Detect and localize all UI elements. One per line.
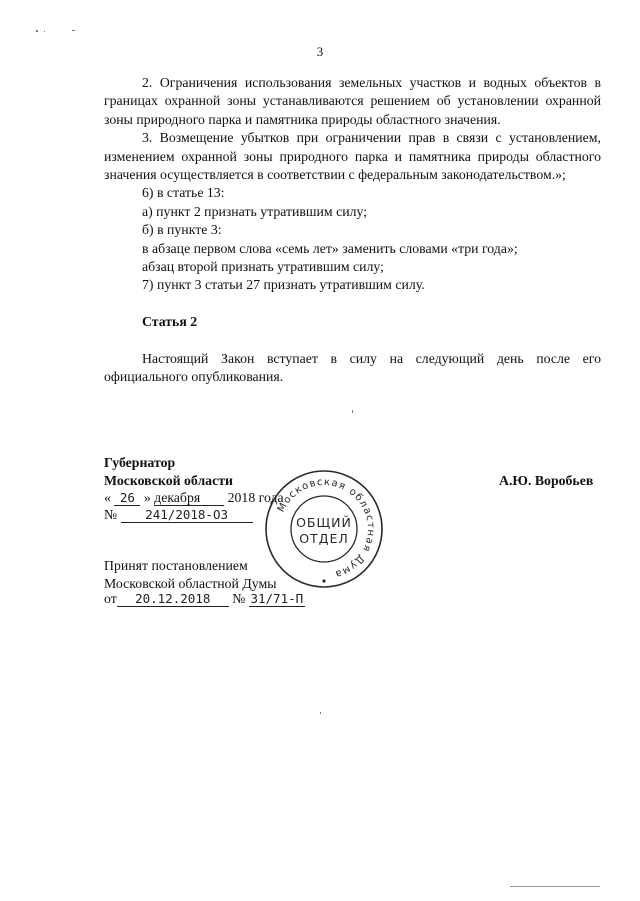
scan-speck [352, 410, 353, 413]
paragraph-restrictions: 2. Ограничения использования земельных участков и водных объектов в границах охранной зоны устанавливаются решением об установлении охранной зоны природного парка и памятника природы областного значения. [104, 75, 601, 127]
governor-title-line2: Московской области [104, 473, 233, 488]
adoption-number-label: № [232, 591, 246, 606]
amendment-item-7: 7) пункт 3 статьи 27 признать утратившим силу. [142, 277, 425, 293]
adoption-date-label: от [104, 591, 117, 606]
paragraph-compensation: 3. Возмещение убытков при ограничении прав в связи с установлением, изменением охранной зоны природного парка и памятника природы областного значения осуществляется в соответствии с федеральным законодательством.»; [104, 130, 601, 183]
adoption-line2: Московской областной Думы [104, 576, 277, 591]
date-month: декабря [154, 490, 224, 506]
amendment-first-paragraph: в абзаце первом слова «семь лет» заменить словами «три года»; [142, 240, 518, 256]
governor-name: А.Ю. Воробьев [499, 473, 594, 488]
scan-speck [36, 30, 38, 32]
date-quote-open: « [104, 490, 111, 505]
office-stamp [262, 467, 386, 591]
adoption-line1: Принят постановлением [104, 558, 248, 573]
adoption-number-value: 31/71-П [250, 591, 304, 606]
article-2-heading: Статья 2 [142, 314, 198, 330]
date-day: 26 [114, 490, 140, 506]
stamp-center-line2: ОТДЕЛ [299, 531, 349, 546]
date-quote-close: » [143, 490, 151, 505]
scan-speck [72, 30, 75, 31]
stamp-dot [322, 579, 325, 582]
article-2-text: Настоящий Закон вступает в силу на следующий день после его официального опубликования. [104, 351, 601, 385]
scan-edge-line [510, 886, 600, 887]
signing-date [104, 489, 284, 507]
stamp-ring-text: Московская областная Дума [275, 476, 377, 580]
law-number [104, 506, 253, 524]
document-body [104, 74, 601, 387]
law-number-label: № [104, 507, 118, 522]
date-year: 2018 года [227, 490, 284, 505]
scan-speck [44, 31, 45, 32]
amendment-item-b: б) в пункте 3: [142, 222, 222, 238]
adoption-date-value: 20.12.2018 [117, 591, 229, 607]
page-number: 3 [316, 44, 324, 59]
governor-title-line1: Губернатор [104, 455, 176, 470]
amendment-article-13: 6) в статье 13: [142, 185, 225, 201]
amendment-item-a: а) пункт 2 признать утратившим силу; [142, 203, 368, 219]
law-number-value: 241/2018-ОЗ [121, 507, 253, 523]
scan-speck [320, 712, 321, 714]
adoption-resolution [104, 590, 305, 608]
stamp-center-line1: ОБЩИЙ [296, 515, 352, 530]
amendment-second-paragraph: абзац второй признать утратившим силу; [142, 259, 384, 275]
